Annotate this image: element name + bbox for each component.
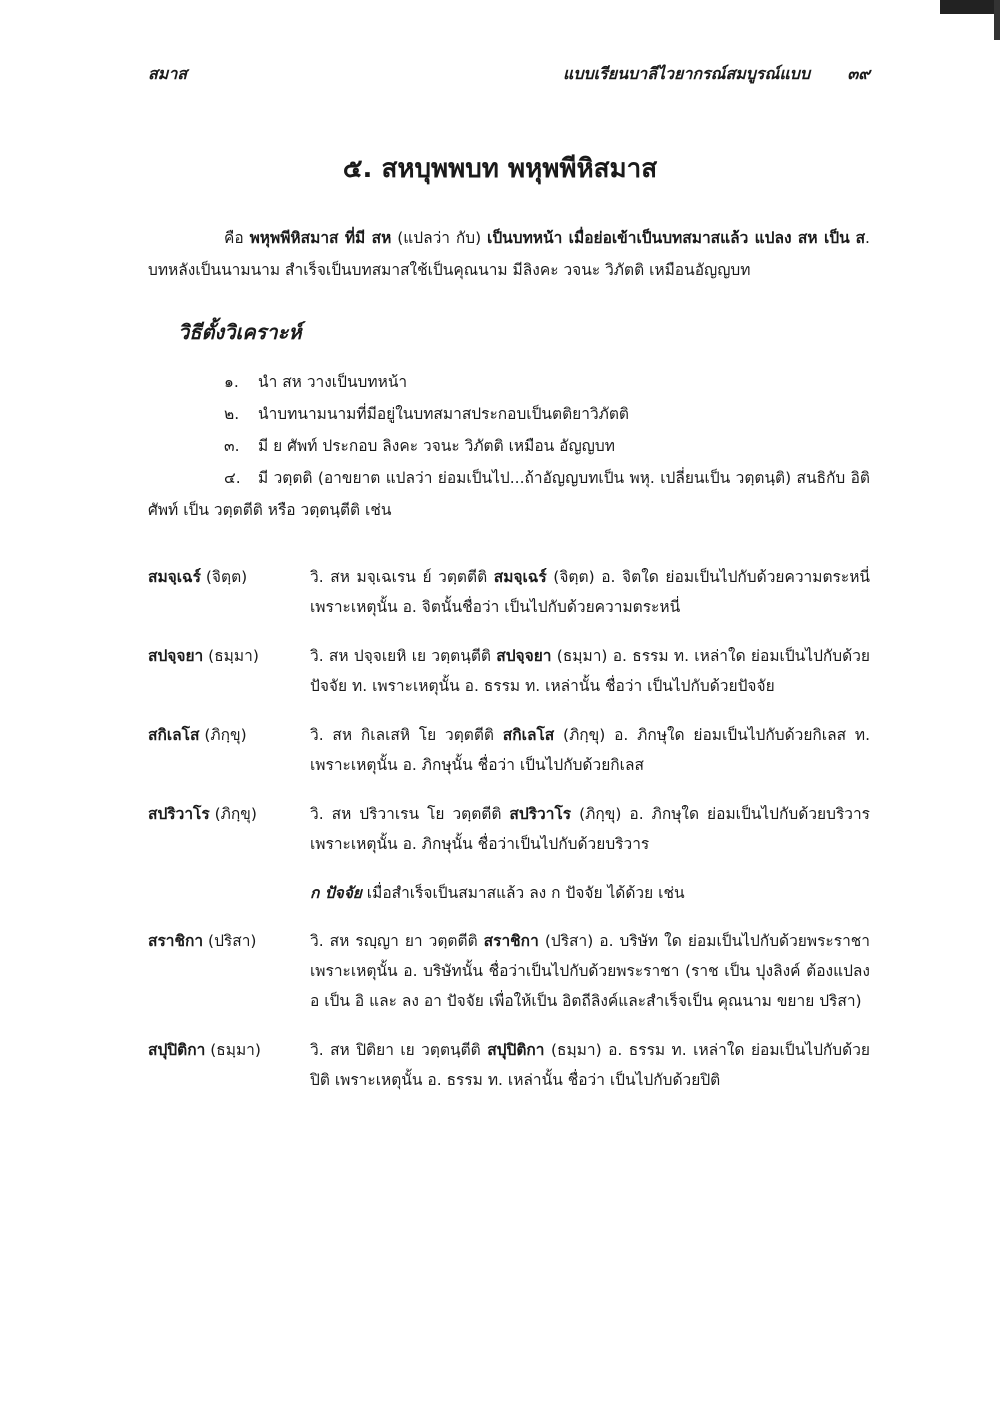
term-gloss: (ธมฺมา) <box>205 1041 261 1059</box>
entry-definition <box>310 926 870 1016</box>
entry-definition <box>310 641 870 701</box>
intro-paragraph <box>148 222 870 286</box>
step-item <box>148 366 870 398</box>
intro-text-4: . บทหลังเป็นนามนาม สำเร็จเป็นบทสมาสใช้เป็นคุณนาม มีลิงคะ วจนะ วิภัตติ เหมือนอัญญบท <box>148 229 870 279</box>
header-left: สมาส <box>148 64 188 83</box>
intro-bold-1: พหุพพีหิสมาส ที่มี สห <box>249 229 392 247</box>
term-word: สราชิกา <box>148 932 204 950</box>
def-bold: สปุปิติกา <box>487 1041 545 1059</box>
entry-definition <box>310 562 870 622</box>
page-number: ๓๙ <box>847 64 870 83</box>
running-header <box>148 62 870 88</box>
example-entry <box>148 641 870 701</box>
step-text: นำ สห วางเป็นบทหน้า <box>258 373 408 391</box>
step-item <box>148 398 870 430</box>
subheading: วิธีตั้งวิเคราะห์ <box>178 320 302 344</box>
term-gloss: (จิตฺต) <box>200 568 248 586</box>
header-book-title: แบบเรียนบาลีไวยากรณ์สมบูรณ์แบบ <box>563 64 810 83</box>
entry-definition <box>310 799 870 859</box>
term-gloss: (ปริสา) <box>203 932 257 950</box>
def-text: วิ. สห ปจฺจเยหิ เย วตฺตนฺตีติ <box>310 647 497 665</box>
step-item <box>148 462 870 526</box>
term-word: สปุปิติกา <box>148 1041 206 1059</box>
term-word: สปริวาโร <box>148 805 210 823</box>
entry-term <box>148 926 310 1016</box>
def-text: (จิตฺต) อ. จิตใด ย่อมเป็นไปกับด้วยความตระหนี่ เพราะเหตุนั้น อ. จิตนั้นชื่อว่า เป็นไปกับด้วยความตระหนี่ <box>310 568 871 616</box>
example-entry <box>148 799 870 859</box>
step-number: ๔. <box>224 469 241 487</box>
def-bold: สกิเลโส <box>502 726 555 744</box>
entry-definition <box>310 720 870 780</box>
def-text: (ธมฺมา) อ. ธรรม ท. เหล่าใด ย่อมเป็นไปกับด้วยปัจจัย ท. เพราะเหตุนั้น อ. ธรรม ท. เหล่านั้น ชื่อว่า เป็นไปกับด้วยปัจจัย <box>310 647 870 695</box>
example-entry <box>148 720 870 780</box>
scan-edge-mark-2 <box>994 0 1000 40</box>
entry-term <box>148 1035 310 1095</box>
def-text: วิ. สห ปิติยา เย วตฺตนฺตีติ <box>310 1041 488 1059</box>
section-title: ๕. สหบุพพบท พหุพพีหิสมาส <box>342 154 658 184</box>
steps-list <box>148 366 870 526</box>
intro-text-2: (แปลว่า กับ) <box>391 229 488 247</box>
def-text: วิ. สห รญฺญา ยา วตฺตตีติ <box>310 932 484 950</box>
def-text: วิ. สห ปริวาเรน โย วตฺตตีติ <box>310 805 510 823</box>
intro-text-1: คือ <box>224 229 250 247</box>
entry-definition <box>310 1035 870 1095</box>
step-number: ๓. <box>224 437 240 455</box>
step-text: นำบทนามนามที่มีอยู่ในบทสมาสประกอบเป็นตติยาวิภัตติ <box>258 405 630 423</box>
scan-edge-mark <box>940 0 1000 14</box>
example-entry <box>148 926 870 1016</box>
examples-list <box>148 562 870 1114</box>
example-entry <box>148 562 870 622</box>
entry-term <box>148 562 310 622</box>
term-word: สปจฺจยา <box>148 647 204 665</box>
entry-term <box>148 641 310 701</box>
term-word: สกิเลโส <box>148 726 200 744</box>
def-text: (ภิกฺขุ) อ. ภิกษุใด ย่อมเป็นไปกับด้วยบริวาร เพราะเหตุนั้น อ. ภิกษุนั้น ชื่อว่าเป็นไปกับด้วยบริวาร <box>310 805 870 853</box>
def-text: วิ. สห มจฺเฉเรน ย์ วตฺตตีติ <box>310 568 494 586</box>
def-bold: สมจฺเฉร์ <box>493 568 547 586</box>
def-bold: สปริวาโร <box>509 805 572 823</box>
ka-suffix-note <box>148 878 870 908</box>
step-text: มี วตฺตติ (อาขยาต แปลว่า ย่อมเป็นไป...ถ้าอัญญบทเป็น พหุ. เปลี่ยนเป็น วตฺตนฺติ) สนธิกับ อิติ ศัพท์ เป็น วตฺตตีติ หรือ วตฺตนฺตีติ เช่น <box>148 469 870 519</box>
entry-term <box>148 720 310 780</box>
entry-term <box>148 799 310 859</box>
def-bold: สราชิกา <box>483 932 539 950</box>
step-number: ๒. <box>224 405 240 423</box>
intro-bold-3: ส <box>855 229 866 247</box>
term-gloss: (ธมฺมา) <box>203 647 259 665</box>
ka-note-bold: ก ปัจจัย <box>310 884 362 902</box>
def-text: (ภิกฺขุ) อ. ภิกษุใด ย่อมเป็นไปกับด้วยกิเลส ท. เพราะเหตุนั้น อ. ภิกษุนั้น ชื่อว่า เป็นไปกับด้วยกิเลส <box>310 726 870 774</box>
step-text: มี ย ศัพท์ ประกอบ ลิงคะ วจนะ วิภัตติ เหมือน อัญญบท <box>258 437 615 455</box>
ka-note-text: เมื่อสำเร็จเป็นสมาสแล้ว ลง ก ปัจจัย ได้ด้วย เช่น <box>361 884 685 902</box>
def-bold: สปจฺจยา <box>496 647 552 665</box>
def-text: (ธมฺมา) อ. ธรรม ท. เหล่าใด ย่อมเป็นไปกับด้วย ปิติ เพราะเหตุนั้น อ. ธรรม ท. เหล่านั้น ชื่อว่า เป็นไปกับด้วยปิติ <box>310 1041 871 1089</box>
step-item <box>148 430 870 462</box>
def-text: (ปริสา) อ. บริษัท ใด ย่อมเป็นไปกับด้วยพระราชา เพราะเหตุนั้น อ. บริษัทนั้น ชื่อว่าเป็นไปกับด้วยพระราชา (ราช เป็น ปุงลิงค์ ต้องแปลง อ เป็น อิ และ ลง อา ปัจจัย เพื่อให้เป็น อิตถีลิงค์และสำเร็จเป็น คุณนาม ขยาย ปริสา) <box>310 932 871 1010</box>
step-number: ๑. <box>224 373 239 391</box>
term-gloss: (ภิกฺขุ) <box>199 726 247 744</box>
term-word: สมจฺเฉร์ <box>148 568 201 586</box>
def-text: วิ. สห กิเลเสหิ โย วตฺตตีติ <box>310 726 503 744</box>
intro-bold-2: เป็นบทหน้า เมื่อย่อเข้าเป็นบทสมาสแล้ว แปลง สห เป็น <box>487 229 850 247</box>
term-gloss: (ภิกฺขุ) <box>209 805 257 823</box>
example-entry <box>148 1035 870 1095</box>
